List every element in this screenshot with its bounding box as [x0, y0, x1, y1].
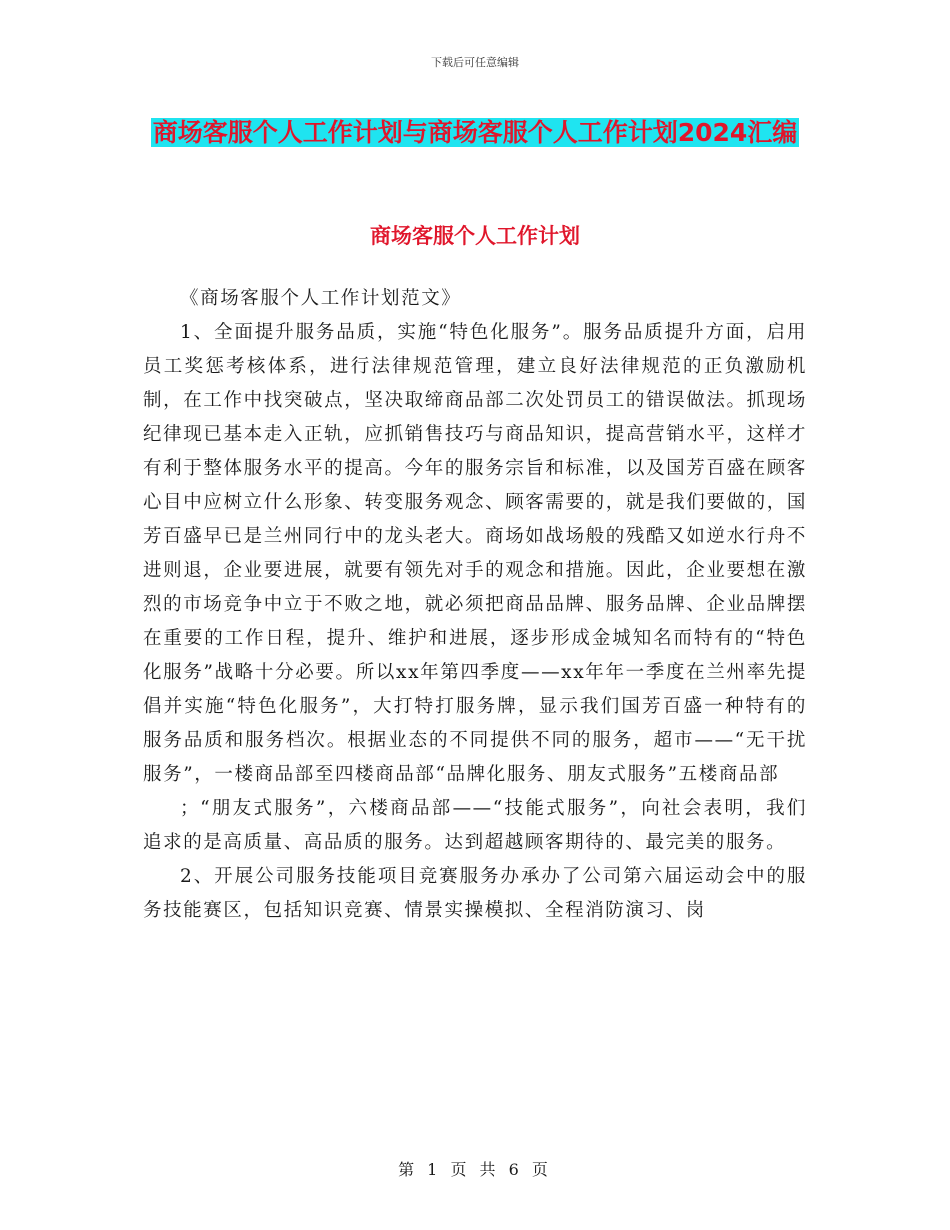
paragraph-2: 2、开展公司服务技能项目竞赛服务办承办了公司第六届运动会中的服务技能赛区，包括知识竞赛、情景实操模拟、全程消防演习、岗 [143, 866, 807, 921]
document-title [150, 112, 800, 154]
paragraph-1: 1、全面提升服务品质，实施“特色化服务”。服务品质提升方面，启用员工奖惩考核体系，进行法律规范管理，建立良好法律规范的正负激励机制，在工作中找突破点，坚决取缔商品部二次处罚员工的错误做法。抓现场纪律现已基本走入正轨，应抓销售技巧与商品知识，提高营销水平，这样才有利于整体服务水平的提高。今年的服务宗旨和标准，以及国芳百盛在顾客心目中应树立什么形象、转变服务观念、顾客需要的，就是我们要做的，国芳百盛早已是兰州同行中的龙头老大。商场如战场般的残酷又如逆水行舟不进则退，企业要进展，就要有领先对手的观念和措施。因此，企业要想在激烈的市场竞争中立于不败之地，就必须把商品品牌、服务品牌、企业品牌摆在重要的工作日程，提升、维护和进展，逐步形成金城知名而特有的“特色化服务”战略十分必要。所以xx年第四季度——xx年年一季度在兰州率先提倡并实施“特色化服务”，大打特打服务牌，显示我们国芳百盛一种特有的服务品质和服务档次。根据业态的不同提供不同的服务，超市——“无干扰服务”，一楼商品部至四楼商品部“品牌化服务、朋友式服务”五楼商品部 [143, 322, 807, 785]
page-number: 第 1 页 共 6 页 [398, 1160, 552, 1179]
header-note: 下载后可任意编辑 [431, 56, 519, 69]
paragraph-1-continued: ；“朋友式服务”，六楼商品部——“技能式服务”，向社会表明，我们追求的是高质量、高品质的服务。达到超越顾客期待的、最完美的服务。 [143, 798, 807, 853]
section-title: 商场客服个人工作计划 [370, 224, 580, 248]
document-title-highlight: 商场客服个人工作计划与商场客服个人工作计划2024汇编 [152, 118, 798, 147]
paragraph-subtitle: 《商场客服个人工作计划范文》 [180, 288, 462, 309]
document-body [143, 282, 807, 928]
